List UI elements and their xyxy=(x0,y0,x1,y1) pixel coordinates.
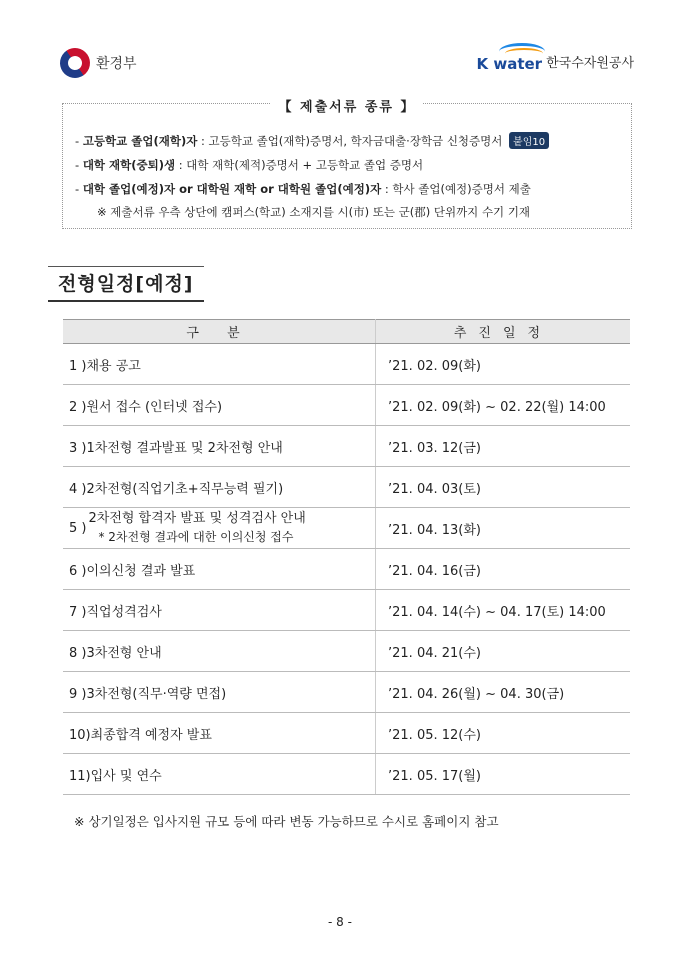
row-sublabel: * 2차전형 결과에 대한 이의신청 접수 xyxy=(98,530,294,544)
ministry-logo xyxy=(60,48,137,78)
row-number: 2 ) xyxy=(69,399,87,415)
row-date: ’21. 05. 12(수) xyxy=(376,713,631,754)
wave-accent-icon xyxy=(505,48,543,59)
table-row xyxy=(63,549,630,590)
table-row xyxy=(63,426,630,467)
documents-box xyxy=(62,100,632,229)
row-date: ’21. 05. 17(월) xyxy=(376,754,631,795)
schedule-table xyxy=(63,319,630,795)
row-label: 이의신청 결과 발표 xyxy=(86,563,196,579)
doc-line-graduate: - 대학 졸업(예정)자 or 대학원 재학 or 대학원 졸업(예정)자 : 학사 졸업(예정)증명서 제출 xyxy=(75,182,531,196)
table-row xyxy=(63,631,630,672)
table-row xyxy=(63,508,630,549)
row-date: ’21. 04. 13(화) xyxy=(376,508,631,549)
kwater-logo xyxy=(477,55,634,73)
attachment-badge: 붙임10 xyxy=(509,132,549,149)
row-label: 3차전형 안내 xyxy=(86,645,162,661)
row-label: 최종합격 예정자 발표 xyxy=(90,727,212,743)
row-date: ’21. 04. 03(토) xyxy=(376,467,631,508)
row-date: ’21. 04. 26(월) ~ 04. 30(금) xyxy=(376,672,631,713)
ministry-name: 환경부 xyxy=(96,56,137,72)
row-label: 채용 공고 xyxy=(86,358,141,374)
table-header-row xyxy=(63,320,630,344)
row-date: ’21. 04. 14(수) ~ 04. 17(토) 14:00 xyxy=(376,590,631,631)
kwater-brand xyxy=(477,55,543,73)
row-number: 7 ) xyxy=(69,604,87,620)
table-row xyxy=(63,672,630,713)
row-number: 1 ) xyxy=(69,358,87,374)
documents-title: 【 제출서류 종류 】 xyxy=(63,96,631,115)
kwater-name: 한국수자원공사 xyxy=(546,56,634,71)
row-date: ’21. 04. 16(금) xyxy=(376,549,631,590)
doc-note: ※ 제출서류 우측 상단에 캠퍼스(학교) 소재지를 시(市) 또는 군(郡) 단위까지 수기 기재 xyxy=(97,205,531,219)
row-number: 10) xyxy=(69,727,91,743)
section-title: 전형일정[예정] xyxy=(48,266,204,302)
row-label: 직업성격검사 xyxy=(86,604,162,620)
row-number: 9 ) xyxy=(69,686,87,702)
header-category: 구 분 xyxy=(63,320,376,344)
doc-line-highschool: - 고등학교 졸업(재학)자 : 고등학교 졸업(재학)증명서, 학자금대출·장학금 신청증명서 붙임10 xyxy=(75,132,549,149)
row-number: 11) xyxy=(69,768,91,784)
row-number: 5 ) xyxy=(69,520,87,536)
row-date: ’21. 02. 09(화) xyxy=(376,344,631,385)
row-label: 입사 및 연수 xyxy=(90,768,162,784)
row-number: 4 ) xyxy=(69,481,87,497)
row-label: 원서 접수 (인터넷 접수) xyxy=(86,399,223,415)
row-label: 2차전형(직업기초+직무능력 필기) xyxy=(86,481,284,497)
table-row xyxy=(63,590,630,631)
kwater-brand-text: K water xyxy=(476,55,543,73)
table-row xyxy=(63,713,630,754)
header-schedule: 추진일정 xyxy=(376,320,631,344)
row-number: 8 ) xyxy=(69,645,87,661)
row-label: 2차전형 합격자 발표 및 성격검사 안내 xyxy=(88,511,306,526)
row-date: ’21. 04. 21(수) xyxy=(376,631,631,672)
row-label: 3차전형(직무·역량 면접) xyxy=(86,686,227,702)
row-date: ’21. 03. 12(금) xyxy=(376,426,631,467)
table-row xyxy=(63,467,630,508)
table-row xyxy=(63,385,630,426)
doc-line-university-student: - 대학 재학(중퇴)생 : 대학 재학(제적)증명서 + 고등학교 졸업 증명서 xyxy=(75,158,424,172)
row-date: ’21. 02. 09(화) ~ 02. 22(월) 14:00 xyxy=(376,385,631,426)
row-number: 6 ) xyxy=(69,563,87,579)
row-number: 3 ) xyxy=(69,440,87,456)
schedule-note: ※ 상기일정은 입사지원 규모 등에 따라 변동 가능하므로 수시로 홈페이지 참고 xyxy=(74,814,499,829)
row-label: 1차전형 결과발표 및 2차전형 안내 xyxy=(86,440,283,456)
table-row xyxy=(63,754,630,795)
table-row xyxy=(63,344,630,385)
page-number: - 8 - xyxy=(328,915,352,929)
taeguk-emblem-icon xyxy=(54,42,96,84)
